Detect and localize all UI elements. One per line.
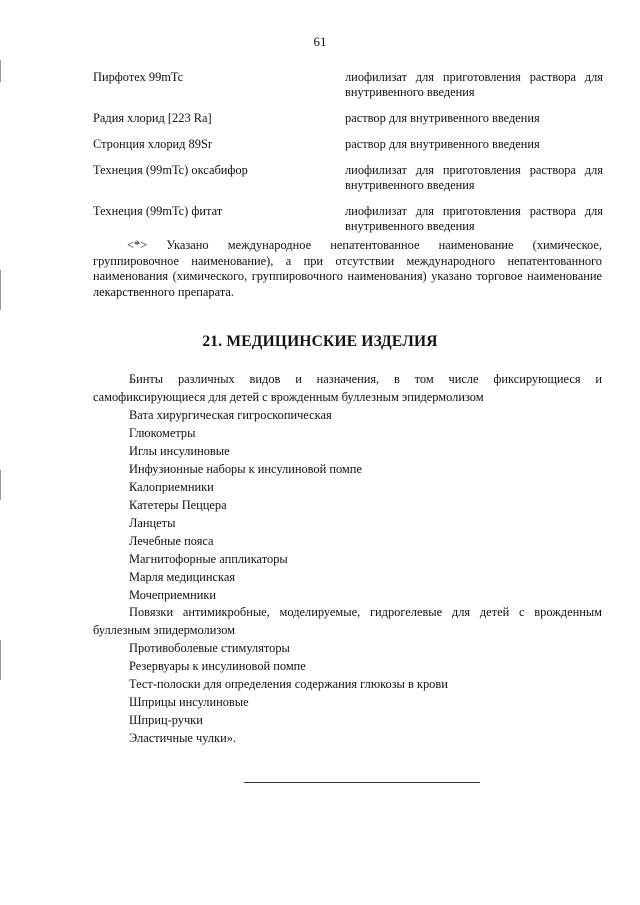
list-item: Вата хирургическая гигроскопическая xyxy=(129,408,332,422)
list-item: Инфузионные наборы к инсулиновой помпе xyxy=(129,462,362,476)
list-item: Противоболевые стимуляторы xyxy=(129,641,290,655)
scan-edge-mark xyxy=(0,470,1,500)
list-item: Марля медицинская xyxy=(129,570,236,584)
list-item: Повязки антимикробные, моделируемые, гидрогелевые для детей с врожденным буллезным эпидермолизом xyxy=(93,605,602,637)
drug-form: лиофилизат для приготовления раствора для внутривенного введения xyxy=(345,163,603,192)
drug-row xyxy=(93,204,605,234)
list-item: Иглы инсулиновые xyxy=(129,444,230,458)
list-item: Резервуары к инсулиновой помпе xyxy=(129,659,306,673)
list-item: Бинты различных видов и назначения, в том числе фиксирующиеся и самофиксирующиеся для детей с врожденным буллезным эпидермолизом xyxy=(93,372,602,404)
list-item: Мочеприемники xyxy=(129,588,217,602)
footnote: <*> Указано международное непатентованное наименование (химическое, группировочное наименование), а при отсутствии международного непатентованного наименования (химического, группировочного наименования) указано торговое наименование лекарственного препарата. xyxy=(93,238,602,299)
list-item: Ланцеты xyxy=(129,516,176,530)
drug-row xyxy=(93,111,605,126)
scan-edge-mark xyxy=(0,60,1,82)
drug-form: раствор для внутривенного введения xyxy=(345,137,540,151)
scan-edge-mark xyxy=(0,640,1,680)
list-item: Катетеры Пеццера xyxy=(129,498,227,512)
drug-name: Стронция хлорид 89Sr xyxy=(93,137,212,151)
scan-edge-mark xyxy=(0,270,1,310)
list-item: Лечебные пояса xyxy=(129,534,214,548)
list-item: Тест-полоски для определения содержания глюкозы в крови xyxy=(129,677,448,691)
list-item: Калоприемники xyxy=(129,480,214,494)
medical-items-list xyxy=(93,371,602,747)
drug-form: раствор для внутривенного введения xyxy=(345,111,540,125)
drug-name: Пирфотех 99mTc xyxy=(93,70,184,84)
section-title: 21. МЕДИЦИНСКИЕ ИЗДЕЛИЯ xyxy=(202,333,438,350)
list-item: Эластичные чулки». xyxy=(129,731,237,745)
drug-row xyxy=(93,137,605,152)
list-item: Магнитофорные аппликаторы xyxy=(129,552,288,566)
drug-row xyxy=(93,70,605,100)
list-item: Глюкометры xyxy=(129,426,196,440)
drug-form: лиофилизат для приготовления раствора для внутривенного введения xyxy=(345,204,603,233)
drug-name: Технеция (99mTc) оксабифор xyxy=(93,163,248,177)
end-divider xyxy=(244,782,480,783)
drug-table xyxy=(93,70,605,245)
drug-form: лиофилизат для приготовления раствора для внутривенного введения xyxy=(345,70,603,99)
drug-name: Радия хлорид [223 Ra] xyxy=(93,111,212,125)
list-item: Шприцы инсулиновые xyxy=(129,695,249,709)
drug-row xyxy=(93,163,605,193)
drug-name: Технеция (99mTc) фитат xyxy=(93,204,223,218)
page-number: 61 xyxy=(313,34,327,49)
list-item: Шприц-ручки xyxy=(129,713,203,727)
